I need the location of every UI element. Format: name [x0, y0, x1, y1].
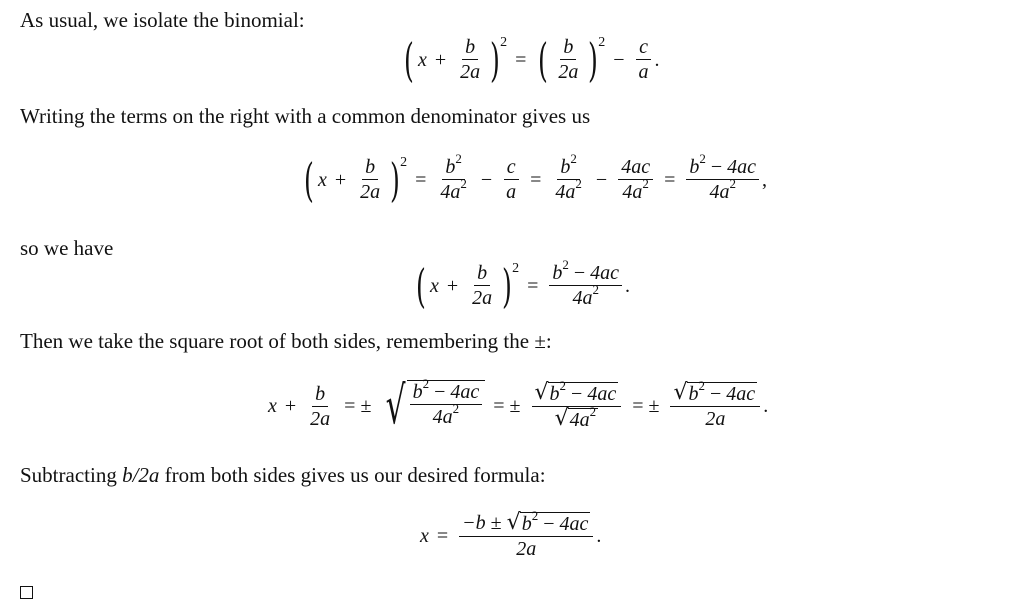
qed-square-icon	[20, 586, 33, 599]
para-square-root: Then we take the square root of both sides, remembering the ±:	[20, 329, 552, 353]
para-subtracting: Subtracting b/2a from both sides gives us our desired formula:	[20, 463, 546, 487]
para-so-we-have: so we have	[20, 236, 114, 260]
para-isolate: As usual, we isolate the binomial:	[20, 8, 305, 32]
radical-icon: √ $\frac{b^2 - 4ac}{4a^2}$	[379, 380, 485, 432]
equation-so-we-have: ( x + $\frac{b}{2a}$ ) 2 = $\frac{b^2 - 4ac}{4a^2}$ .	[416, 257, 631, 313]
equation-common-denominator: ( x + $\frac{b}{2a}$ ) 2 = $\frac{b^2}{4a^2}$ − $\frac{c}{a}$ = $\frac{b^2}{4a^2}$ − $\frac{4ac}{4a^2}$ = $\frac{b^2 - 4ac}{4a^2}$ ,	[304, 151, 768, 207]
equation-isolate: ( x + $\frac{b}{2a}$ ) 2 = ( $\frac{b}{2a}$ ) 2 − $\frac{c}{a}$ .	[404, 32, 660, 87]
equation-square-root: x + $\frac{b}{2a}$ = ± √ $\frac{b^2 - 4ac}{4a^2}$ = ± √ $b^2 - 4ac$ √ $4a^2$ = ± √ $b^2 - 4ac$ 2a .	[268, 376, 769, 436]
para-common-denominator: Writing the terms on the right with a common denominator gives us	[20, 104, 591, 128]
equation-quadratic-formula: x = −b ± √ $b^2 - 4ac$ 2a .	[420, 508, 602, 560]
